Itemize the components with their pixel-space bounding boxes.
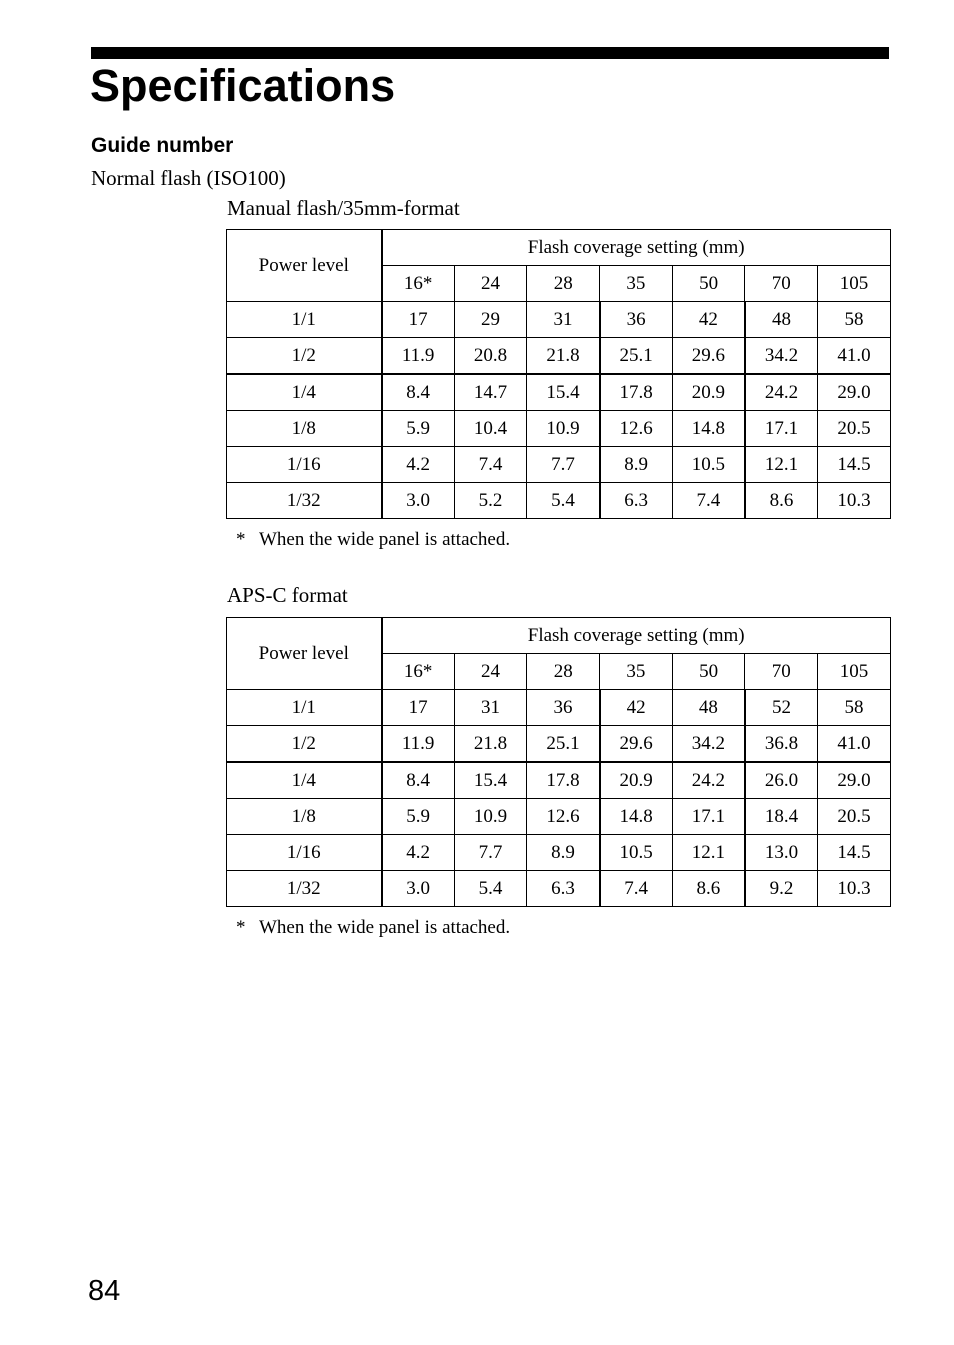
guide-number-cell: 31 [454, 690, 527, 726]
guide-number-cell: 58 [818, 690, 891, 726]
guide-number-cell: 7.7 [527, 447, 600, 483]
guide-number-cell: 14.5 [818, 835, 891, 871]
guide-number-cell: 41.0 [818, 726, 891, 763]
subheading-normal-flash: Normal flash (ISO100) [91, 166, 286, 190]
table-row [227, 374, 891, 411]
guide-number-cell: 42 [600, 690, 673, 726]
guide-number-cell: 29.6 [672, 338, 745, 375]
guide-number-cell: 3.0 [382, 871, 455, 907]
guide-number-cell: 36.8 [745, 726, 818, 763]
guide-number-cell: 12.1 [672, 835, 745, 871]
power-level-cell: 1/16 [227, 835, 382, 871]
column-header: 16* [382, 654, 455, 690]
guide-number-cell: 13.0 [745, 835, 818, 871]
guide-number-cell: 5.4 [454, 871, 527, 907]
column-header: 16* [382, 266, 455, 302]
guide-number-cell: 8.4 [382, 374, 455, 411]
guide-number-cell: 17.8 [600, 374, 673, 411]
column-header: 28 [527, 654, 600, 690]
guide-number-cell: 7.7 [454, 835, 527, 871]
guide-number-cell: 17.8 [527, 762, 600, 799]
guide-number-cell: 17 [382, 302, 455, 338]
power-level-header: Power level [227, 618, 382, 690]
table-row [227, 411, 891, 447]
table-row [227, 447, 891, 483]
guide-number-cell: 10.9 [527, 411, 600, 447]
power-level-header: Power level [227, 230, 382, 302]
footnote-mark: * [236, 917, 246, 938]
page-title: Specifications [90, 60, 396, 111]
guide-number-cell: 8.4 [382, 762, 455, 799]
guide-number-cell: 20.5 [818, 799, 891, 835]
guide-number-cell: 25.1 [600, 338, 673, 375]
table-caption-35mm: Manual flash/35mm-format [227, 196, 460, 220]
footnote-text: When the wide panel is attached. [259, 529, 511, 550]
table-footnote [236, 916, 510, 940]
guide-number-cell: 14.8 [672, 411, 745, 447]
guide-number-cell: 25.1 [527, 726, 600, 763]
guide-number-cell: 26.0 [745, 762, 818, 799]
guide-number-cell: 15.4 [527, 374, 600, 411]
page-number: 84 [88, 1275, 121, 1307]
table-row [227, 338, 891, 375]
guide-number-cell: 29.0 [818, 762, 891, 799]
guide-number-cell: 21.8 [527, 338, 600, 375]
guide-number-cell: 29.0 [818, 374, 891, 411]
guide-number-cell: 20.8 [454, 338, 527, 375]
footnote-text: When the wide panel is attached. [259, 917, 511, 938]
guide-number-cell: 10.4 [454, 411, 527, 447]
guide-number-cell: 17.1 [672, 799, 745, 835]
section-heading-guide-number: Guide number [91, 134, 234, 157]
guide-number-cell: 5.2 [454, 483, 527, 519]
guide-number-cell: 12.1 [745, 447, 818, 483]
guide-number-cell: 7.4 [454, 447, 527, 483]
guide-number-cell: 9.2 [745, 871, 818, 907]
column-header: 50 [672, 654, 745, 690]
flash-coverage-header: Flash coverage setting (mm) [382, 230, 891, 266]
table-caption-aps-c: APS-C format [227, 583, 348, 607]
power-level-cell: 1/2 [227, 338, 382, 375]
guide-number-table-35mm [226, 229, 891, 519]
guide-number-cell: 8.9 [600, 447, 673, 483]
table-row [227, 726, 891, 763]
column-header: 105 [818, 654, 891, 690]
power-level-cell: 1/1 [227, 690, 382, 726]
guide-number-cell: 5.4 [527, 483, 600, 519]
guide-number-cell: 20.5 [818, 411, 891, 447]
guide-number-cell: 7.4 [600, 871, 673, 907]
table-row [227, 690, 891, 726]
guide-number-cell: 17.1 [745, 411, 818, 447]
guide-number-cell: 17 [382, 690, 455, 726]
guide-number-table-aps-c [226, 617, 891, 907]
table-row [227, 799, 891, 835]
guide-number-cell: 34.2 [745, 338, 818, 375]
power-level-cell: 1/8 [227, 799, 382, 835]
footnote-mark: * [236, 529, 246, 550]
column-header: 70 [745, 654, 818, 690]
guide-number-cell: 10.3 [818, 871, 891, 907]
column-header: 24 [454, 266, 527, 302]
guide-number-cell: 21.8 [454, 726, 527, 763]
guide-number-cell: 41.0 [818, 338, 891, 375]
guide-number-cell: 36 [600, 302, 673, 338]
column-header: 35 [600, 654, 673, 690]
guide-number-cell: 11.9 [382, 726, 455, 763]
guide-number-cell: 10.5 [672, 447, 745, 483]
guide-number-cell: 48 [745, 302, 818, 338]
guide-number-cell: 5.9 [382, 799, 455, 835]
guide-number-cell: 10.5 [600, 835, 673, 871]
guide-number-cell: 24.2 [745, 374, 818, 411]
table-row [227, 302, 891, 338]
power-level-cell: 1/1 [227, 302, 382, 338]
guide-number-cell: 8.9 [527, 835, 600, 871]
guide-number-cell: 14.7 [454, 374, 527, 411]
power-level-cell: 1/4 [227, 374, 382, 411]
guide-number-cell: 58 [818, 302, 891, 338]
table-row [227, 871, 891, 907]
guide-number-cell: 14.5 [818, 447, 891, 483]
guide-number-cell: 36 [527, 690, 600, 726]
guide-number-cell: 10.3 [818, 483, 891, 519]
guide-number-cell: 24.2 [672, 762, 745, 799]
guide-number-cell: 4.2 [382, 447, 455, 483]
guide-number-cell: 20.9 [672, 374, 745, 411]
guide-number-cell: 20.9 [600, 762, 673, 799]
power-level-cell: 1/32 [227, 871, 382, 907]
power-level-cell: 1/2 [227, 726, 382, 763]
guide-number-cell: 12.6 [600, 411, 673, 447]
guide-number-cell: 8.6 [745, 483, 818, 519]
guide-number-cell: 52 [745, 690, 818, 726]
table-row [227, 483, 891, 519]
column-header: 105 [818, 266, 891, 302]
guide-number-cell: 31 [527, 302, 600, 338]
column-header: 50 [672, 266, 745, 302]
table-row [227, 835, 891, 871]
guide-number-cell: 3.0 [382, 483, 455, 519]
table-row [227, 762, 891, 799]
guide-number-cell: 29.6 [600, 726, 673, 763]
guide-number-cell: 6.3 [527, 871, 600, 907]
flash-coverage-header: Flash coverage setting (mm) [382, 618, 891, 654]
guide-number-cell: 6.3 [600, 483, 673, 519]
power-level-cell: 1/4 [227, 762, 382, 799]
guide-number-cell: 8.6 [672, 871, 745, 907]
table-footnote [236, 528, 510, 552]
guide-number-cell: 5.9 [382, 411, 455, 447]
column-header: 35 [600, 266, 673, 302]
column-header: 24 [454, 654, 527, 690]
guide-number-cell: 12.6 [527, 799, 600, 835]
guide-number-cell: 29 [454, 302, 527, 338]
guide-number-cell: 42 [672, 302, 745, 338]
guide-number-cell: 15.4 [454, 762, 527, 799]
guide-number-cell: 48 [672, 690, 745, 726]
column-header: 70 [745, 266, 818, 302]
guide-number-cell: 18.4 [745, 799, 818, 835]
guide-number-cell: 10.9 [454, 799, 527, 835]
guide-number-cell: 11.9 [382, 338, 455, 375]
guide-number-cell: 7.4 [672, 483, 745, 519]
guide-number-cell: 14.8 [600, 799, 673, 835]
power-level-cell: 1/32 [227, 483, 382, 519]
power-level-cell: 1/16 [227, 447, 382, 483]
power-level-cell: 1/8 [227, 411, 382, 447]
column-header: 28 [527, 266, 600, 302]
guide-number-cell: 4.2 [382, 835, 455, 871]
guide-number-cell: 34.2 [672, 726, 745, 763]
